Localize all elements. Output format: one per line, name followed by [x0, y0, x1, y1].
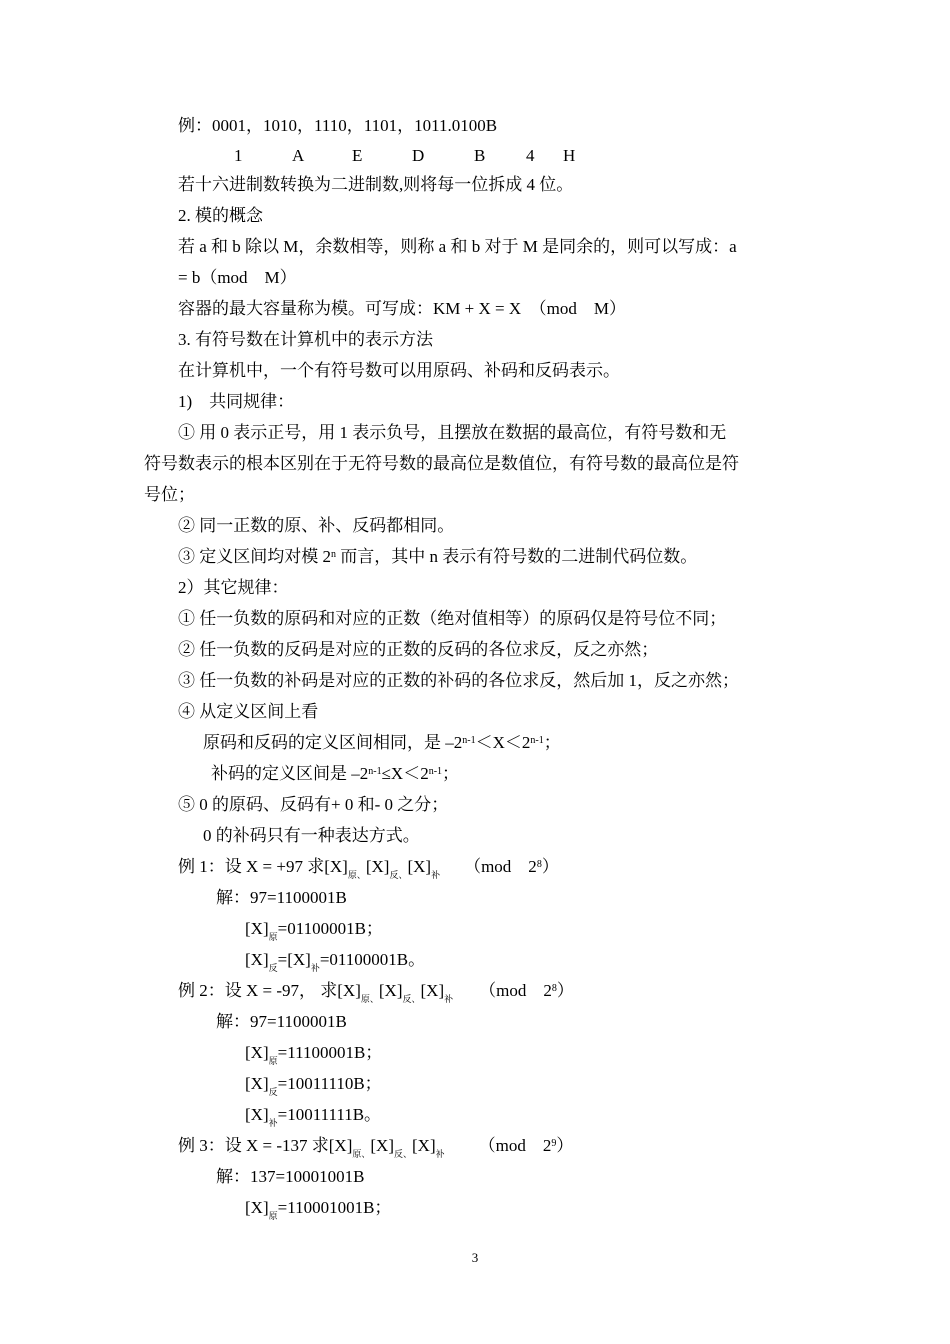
example-2-result: $[X]_补=10011111B$。: [245, 1105, 382, 1128]
hex-digit: 1: [234, 146, 243, 165]
subsection-heading: 1) 共同规律：: [178, 392, 295, 411]
example-1-solution: 解：97=1100001B: [216, 888, 347, 907]
example-3-heading: 例 3：设 X = -137 求$[X]_{原、}[X]_{反、}[X]_补$ （mod $2^9$）: [178, 1136, 574, 1159]
example-2-result: $[X]_反=10011110B$；: [245, 1074, 382, 1097]
paragraph: 号位；: [144, 485, 195, 504]
paragraph: 0 的补码只有一种表达方式。: [203, 826, 420, 845]
paragraph: 若 a 和 b 除以 M，余数相等，则称 a 和 b 对于 M 是同余的，则可以写成：a: [178, 237, 737, 256]
paragraph: 若十六进制数转换为二进制数,则将每一位拆成 4 位。: [178, 175, 574, 194]
paragraph: ③ 任一负数的补码是对应的正数的补码的各位求反，然后加 1，反之亦然；: [178, 671, 739, 690]
paragraph: ① 用 0 表示正号，用 1 表示负号，且摆放在数据的最高位，有符号数和无: [178, 423, 727, 442]
example-1-heading: 例 1：设 X = +97 求$[X]_{原、}[X]_{反、}[X]_补$ （mod $2^8$）: [178, 857, 559, 880]
paragraph: = b（mod M）: [178, 268, 297, 287]
example-2-solution: 解：97=1100001B: [216, 1012, 347, 1031]
paragraph: ⑤ 0 的原码、反码有+ 0 和- 0 之分；: [178, 795, 449, 814]
hex-digit: 4: [526, 146, 535, 165]
paragraph: ① 任一负数的原码和对应的正数（绝对值相等）的原码仅是符号位不同；: [178, 609, 727, 628]
paragraph: 符号数表示的根本区别在于无符号数的最高位是数值位，有符号数的最高位是符: [144, 454, 739, 473]
paragraph: ② 同一正数的原、补、反码都相同。: [178, 516, 455, 535]
page-number: 3: [471, 1250, 479, 1265]
hex-digit: D: [412, 146, 425, 165]
hex-digit: E: [352, 146, 363, 165]
section-heading: 3. 有符号数在计算机中的表示方法: [178, 330, 433, 349]
paragraph: 容器的最大容量称为模。可写成：KM + X = X （mod M）: [178, 299, 626, 318]
paragraph: 在计算机中，一个有符号数可以用原码、补码和反码表示。: [178, 361, 620, 380]
hex-digit: A: [292, 146, 305, 165]
example-hex-binary: 例：0001，1010，1110，1101，1011.0100B: [178, 116, 498, 135]
hex-digit: H: [563, 146, 576, 165]
section-heading: 2. 模的概念: [178, 206, 263, 225]
paragraph: 补码的定义区间是 $-2^{n-1}\le X<2^{n-1}$；: [211, 764, 460, 783]
subsection-heading: 2）其它规律：: [178, 578, 289, 597]
paragraph: ③ 定义区间均对模 2$^n$ 而言，其中 n 表示有符号数的二进制代码位数。: [178, 547, 698, 566]
hex-digit: B: [474, 146, 486, 165]
paragraph: 原码和反码的定义区间相同，是 $-2^{n-1}<X<2^{n-1}$；: [203, 733, 561, 752]
paragraph: ② 任一负数的反码是对应的正数的反码的各位求反，反之亦然；: [178, 640, 659, 659]
example-3-result: $[X]_原=110001001B$；: [245, 1198, 392, 1221]
example-1-result: $[X]_反=[X]_补=01100001B$。: [245, 950, 426, 973]
example-1-result: $[X]_原=01100001B$；: [245, 919, 383, 942]
example-2-heading: 例 2：设 X = -97， 求$[X]_{原、}[X]_{反、}[X]_补$ （mod $2^8$）: [178, 981, 574, 1004]
paragraph: ④ 从定义区间上看: [178, 702, 319, 721]
example-3-solution: 解：137=10001001B: [216, 1167, 365, 1186]
example-2-result: $[X]_原=11100001B$；: [245, 1043, 383, 1066]
